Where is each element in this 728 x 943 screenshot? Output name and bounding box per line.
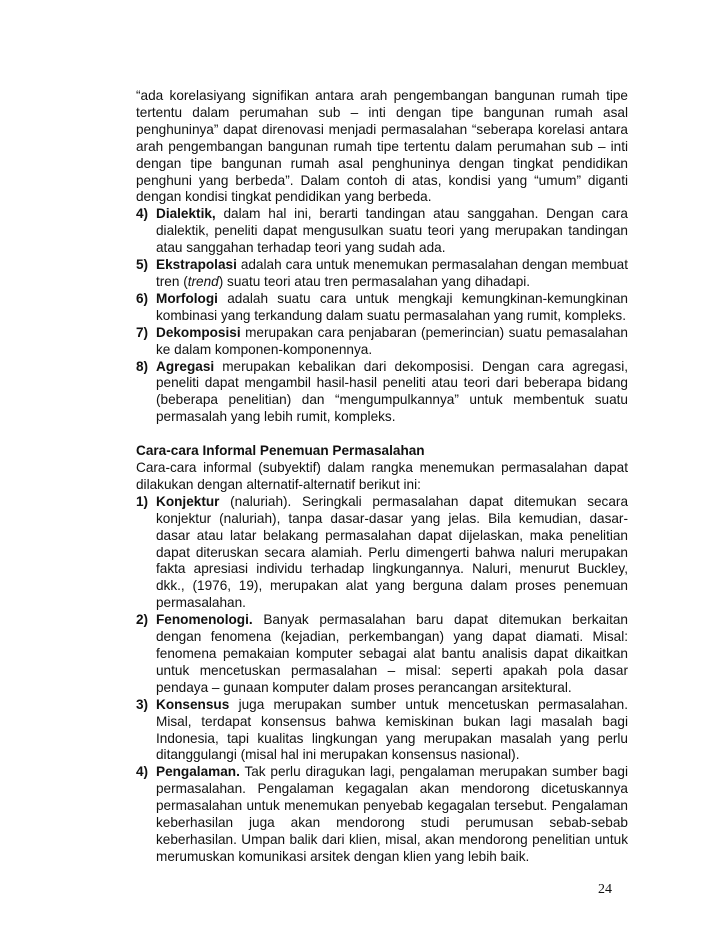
term-description: juga merupakan sumber untuk mencetuskan permasalahan. Misal, terdapat konsensus bahwa kemiskinan bukan lagi masalah bagi Indonesia, tapi kualitas lingkungan yang merupakan masalah yang perlu ditanggulangi (misal hal ini merupakan konsensus nasional).: [156, 696, 628, 763]
list-number: 4): [136, 206, 149, 222]
list-item-morfologi: [136, 291, 628, 325]
list-number: 8): [136, 358, 149, 374]
section-intro: Cara-cara informal (subyektif) dalam rangka menemukan permasalahan dapat dilakukan dengan alternatif-alternatif berikut ini:: [136, 460, 628, 492]
list-item-agregasi: [136, 359, 628, 427]
term-description-end: ) suatu teori atau tren permasalahan yang dihadapi.: [218, 273, 531, 289]
term-label: Dekomposisi: [156, 324, 241, 340]
term-label: Morfologi: [156, 290, 218, 306]
list-item-konjektur: [136, 494, 628, 612]
term-description: Banyak permasalahan baru dapat ditemukan berkaitan dengan fenomena (kejadian, perkembangan) yang dapat diamati. Misal: fenomena pemakaian komputer sebagai alat bantu analisis dapat dikaitkan untuk mencetuskan permasalahan – misal: seperti apakah pola dasar pendaya – gunaan komputer dalam proses perancangan arsitektural.: [156, 612, 628, 695]
method-list: [136, 206, 628, 426]
intro-continuation-paragraph: “ada korelasiyang signifikan antara arah pengembangan bangunan rumah tipe tertentu dalam perumahan sub – inti dengan tipe bangunan rumah asal penghuninya” dapat direnovasi menjadi permasalahan “seberapa korelasi antara arah pengembangan bangunan rumah tipe tertentu dalam perumahan sub – inti dengan tipe bangunan rumah asal penghuninya dengan tingkat pendidikan penghuni yang berbeda”. Dalam contoh di atas, kondisi yang “umum” diganti dengan kondisi tingkat pendidikan yang berbeda.: [136, 88, 628, 205]
term-description: merupakan kebalikan dari dekomposisi. Dengan cara agregasi, peneliti dapat mengambil hasil-hasil peneliti atau teori dari beberapa bidang (beberapa penelitian) dan “mengumpulkannya” untuk membentuk suatu permasalah yang lebih rumit, kompleks.: [156, 358, 628, 425]
list-item-konsensus: [136, 697, 628, 765]
term-label: Agregasi: [156, 358, 215, 374]
list-number: 7): [136, 324, 149, 340]
term-label: Konsensus: [156, 696, 230, 712]
term-description: dalam hal ini, berarti tandingan atau sanggahan. Dengan cara dialektik, peneliti dapat mengusulkan suatu teori yang merupakan tandingan atau sanggahan terhadap teori yang sudah ada.: [156, 206, 628, 256]
term-description: Tak perlu diragukan lagi, pengalaman merupakan sumber bagi permasalahan. Pengalaman kegagalan akan mendorong dicetuskannya permasalahan untuk menemukan penyebab kegagalan tersebut. Pengalaman keberhasilan juga akan mendorong studi perumusan sebab-sebab keberhasilan. Umpan balik dari klien, misal, akan mendorong penelitian untuk merumuskan komunikasi arsitek dengan klien yang lebih baik.: [156, 764, 629, 864]
list-number: 6): [136, 290, 149, 306]
term-label: Konjektur: [156, 493, 220, 509]
list-item-dialektik: [136, 206, 628, 257]
list-number: 3): [136, 696, 149, 712]
term-italic: trend: [187, 273, 219, 289]
term-label: Pengalaman.: [156, 764, 240, 780]
term-description: merupakan cara penjabaran (pemerincian) suatu pemasalahan ke dalam komponen-komponennya.: [156, 324, 628, 357]
term-description: adalah cara untuk menemukan permasalahan dengan membuat tren (: [156, 257, 628, 289]
term-description: adalah suatu cara untuk mengkaji kemungkinan-kemungkinan kombinasi yang terkandung dalam suatu permasalahan yang rumit, kompleks.: [156, 290, 628, 323]
section-heading: Cara-cara Informal Penemuan Permasalahan: [136, 443, 425, 459]
document-body: [136, 88, 628, 866]
list-item-dekomposisi: [136, 325, 628, 359]
list-item-pengalaman: [136, 764, 628, 865]
term-description: (naluriah). Seringkali permasalahan dapat ditemukan secara konjektur (naluriah), tanpa dasar-dasar yang jelas. Bila kemudian, dasar-dasar atau latar belakang permasalahan dapat dijelaskan, maka penelitian dapat diteruskan secara alamiah. Perlu dimengerti bahwa naluri merupakan fakta apresiasi individu terhadap lingkungannya. Naluri, menurut Buckley, dkk., (1976, 19), merupakan alat yang berguna dalam proses penemuan permasalahan.: [156, 493, 628, 611]
list-number: 1): [136, 493, 149, 509]
list-item-fenomenologi: [136, 612, 628, 697]
term-label: Ekstrapolasi: [156, 257, 237, 273]
list-number: 4): [136, 764, 149, 780]
list-item-ekstrapolasi: [136, 257, 628, 291]
list-number: 5): [136, 257, 149, 273]
list-number: 2): [136, 612, 149, 628]
term-label: Fenomenologi.: [156, 612, 253, 628]
term-label: Dialektik,: [156, 206, 216, 222]
page-number: 24: [598, 882, 612, 897]
informal-methods-section: [136, 443, 628, 866]
